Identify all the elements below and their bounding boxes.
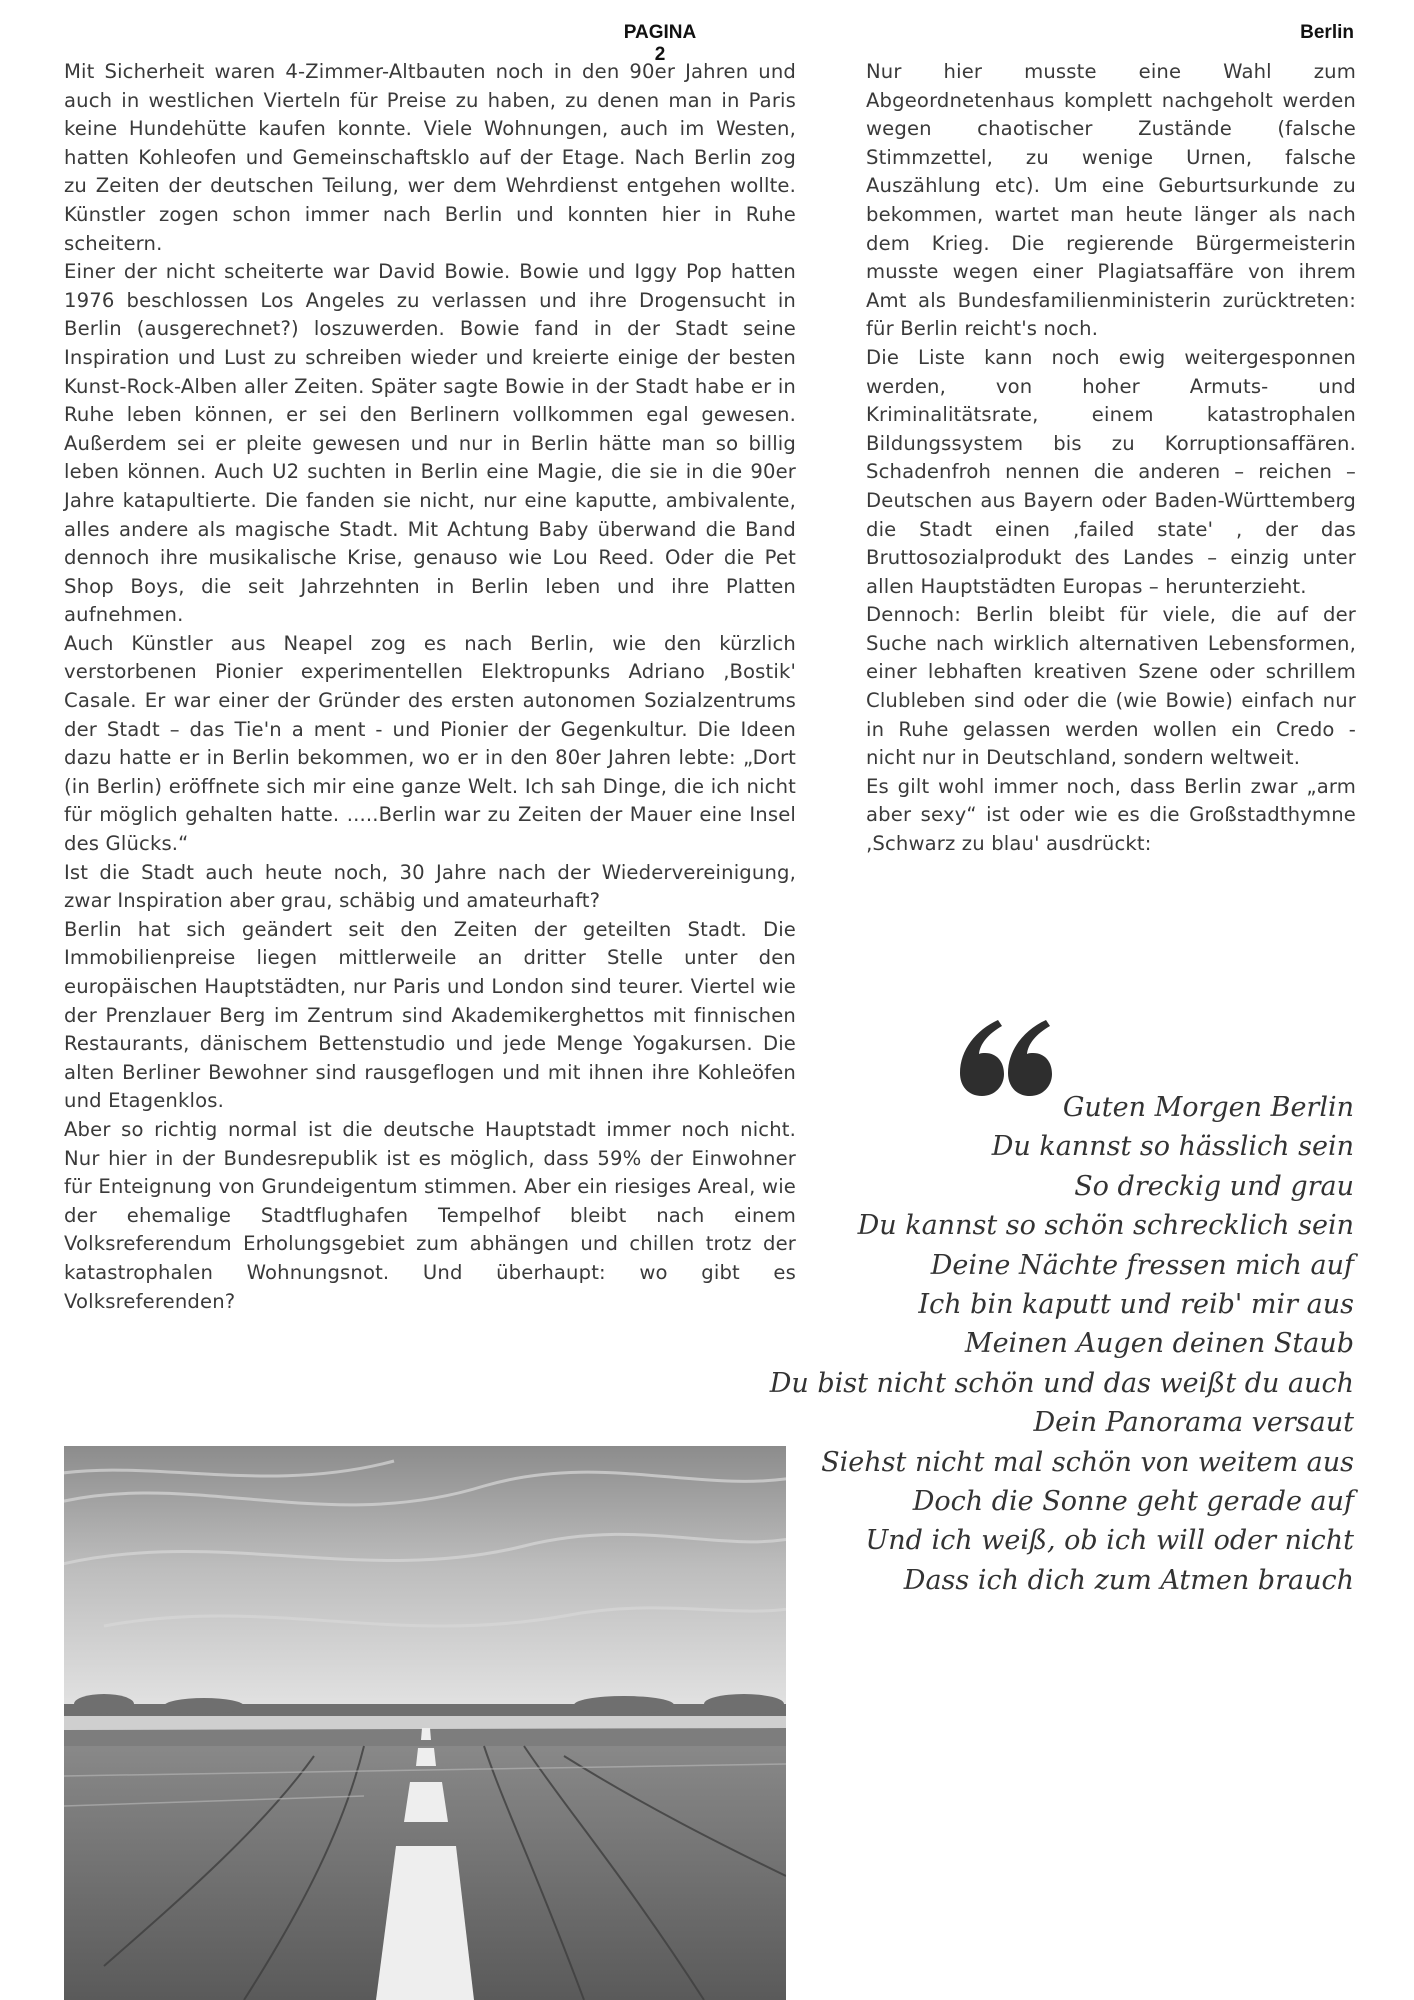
lyric-line: Deine Nächte fressen mich auf [930,1249,1354,1281]
song-lyrics-quote [714,1088,1354,1600]
lyric-line: Dass ich dich zum Atmen brauch [903,1564,1354,1596]
quotation-mark-icon [960,1020,1052,1096]
lyric-line: Guten Morgen Berlin [1062,1092,1354,1123]
section-title: Berlin [1300,22,1354,43]
paragraph: Die Liste kann noch ewig weitergesponnen werden, von hoher Armuts- und Kriminalitätsrate, einem katastrophalen Bildungssystem bis zu Korruptionsaffären. Schadenfroh nennen die anderen – reichen – Deutschen aus Bayern oder Baden-Württemberg die Stadt einen ‚failed state' , der das Bruttosozialprodukt des Landes – einzig unter allen Hauptstädten Europas – herunterzieht. [866,345,1356,598]
paragraph: Nur hier musste eine Wahl zum Abgeordnetenhaus komplett nachgeholt werden wegen chaotischer Zustände (falsche Stimmzettel, zu wenige Urnen, falsche Auszählung etc). Um eine Geburtsurkunde zu bekommen, wartet man heute länger als nach dem Krieg. Die regierende Bürgermeisterin musste wegen einer Plagiatsaffäre von ihrem Amt als Bundesfamilienministerin zurücktreten: für Berlin reicht's noch. [866,60,1356,341]
lyric-line: Doch die Sonne geht gerade auf [912,1486,1354,1518]
paragraph: Aber so richtig normal ist die deutsche Hauptstadt immer noch nicht. Nur hier in der Bundesrepublik ist es möglich, dass 59% der Einwohner für Enteignung von Grundeigentum stimmen. Aber ein riesiges Areal, wie der ehemalige Stadtflughafen Tempelhof bleibt nach einem Volksreferendum Erholungsgebiet zum abhängen und chillen trotz der katastrophalen Wohnungsnot. Und überhaupt: wo gibt es Volksreferenden? [64,1117,796,1313]
paragraph: Auch Künstler aus Neapel zog es nach Berlin, wie den kürzlich verstorbenen Pionier experimentellen Elektropunks Adriano ‚Bostik' Casale. Er war einer der Gründer des ersten autonomen Sozialzentrums der Stadt – das Tie'n a ment - und Pionier der Gegenkultur. Die Ideen dazu hatte er in Berlin bekommen, wo er in den 80er Jahren lebte: „Dort (in Berlin) eröffnete sich mir eine ganze Welt. Ich sah Dinge, die ich nicht für möglich gehalten hatte. .....Berlin war zu Zeiten der Mauer eine Insel des Glücks.“ [64,631,796,856]
lyric-line: Du kannst so schön schrecklich sein [857,1210,1354,1242]
runway-photo [64,1446,786,2000]
page-label: PAGINA 2 [623,22,697,65]
lyric-line: Dein Panorama versaut [1033,1407,1354,1439]
lyric-line: Du bist nicht schön und das weißt du auch [769,1367,1354,1399]
left-column [64,58,796,1316]
lyric-line: Siehst nicht mal schön von weitem aus [821,1446,1354,1478]
paragraph: Dennoch: Berlin bleibt für viele, die auf der Suche nach wirklich alternativen Lebensformen, einer lebhaften kreativen Szene oder schrillem Clubleben sind oder die (wie Bowie) einfach nur in Ruhe gelassen werden wollen ein Credo - nicht nur in Deutschland, sondern weltweit. [866,603,1356,770]
paragraph: Ist die Stadt auch heute noch, 30 Jahre nach der Wiedervereinigung, zwar Inspiration aber grau, schäbig und amateurhaft? [64,860,796,913]
paragraph: Berlin hat sich geändert seit den Zeiten der geteilten Stadt. Die Immobilienpreise liegen mittlerweile an dritter Stelle unter den europäischen Hauptstädten, nur Paris und London sind teurer. Viertel wie der Prenzlauer Berg im Zentrum sind Akademikerghettos mit finnischen Restaurants, dänischem Bettenstudio und jede Menge Yogakursen. Die alten Berliner Bewohner sind rausgeflogen und mit ihnen ihre Kohleöfen und Etagenklos. [64,917,796,1113]
lyric-line: Ich bin kaputt und reib' mir aus [918,1289,1354,1321]
lyric-line: Meinen Augen deinen Staub [964,1328,1354,1360]
paragraph: Es gilt wohl immer noch, dass Berlin zwar „arm aber sexy“ ist oder wie es die Großstadthymne ‚Schwarz zu blau' ausdrückt: [866,774,1356,856]
paragraph: Mit Sicherheit waren 4-Zimmer-Altbauten noch in den 90er Jahren und auch in westlichen Vierteln für Preise zu haben, zu denen man in Paris keine Hundehütte kaufen konnte. Viele Wohnungen, auch im Westen, hatten Kohleofen und Gemeinschaftsklo auf der Etage. Nach Berlin zog zu Zeiten der deutschen Teilung, wer dem Wehrdienst entgehen wollte. Künstler zogen schon immer nach Berlin und konnten hier in Ruhe scheitern. [64,60,796,255]
lyric-line: Du kannst so hässlich sein [991,1131,1354,1163]
lyric-line: So dreckig und grau [1074,1170,1354,1202]
lyric-line: Und ich weiß, ob ich will oder nicht [865,1525,1354,1557]
right-column [866,58,1356,859]
paragraph: Einer der nicht scheiterte war David Bowie. Bowie und Iggy Pop hatten 1976 beschlossen Los Angeles zu verlassen und ihre Drogensucht in Berlin (ausgerechnet?) loszuwerden. Bowie fand in der Stadt seine Inspiration und Lust zu schreiben wieder und kreierte einige der besten Kunst-Rock-Alben aller Zeiten. Später sagte Bowie in der Stadt habe er in Ruhe leben können, er sei den Berlinern vollkommen egal gewesen. Außerdem sei er pleite gewesen und nur in Berlin hätte man so billig leben können. Auch U2 suchten in Berlin eine Magie, die sie in die 90er Jahre katapultierte. Die fanden sie nicht, nur eine kaputte, ambivalente, alles andere als magische Stadt. Mit Achtung Baby überwand die Band dennoch ihre musikalische Krise, genauso wie Lou Reed. Oder die Pet Shop Boys, die seit Jahrzehnten in Berlin leben und ihre Platten aufnehmen. [64,260,796,627]
